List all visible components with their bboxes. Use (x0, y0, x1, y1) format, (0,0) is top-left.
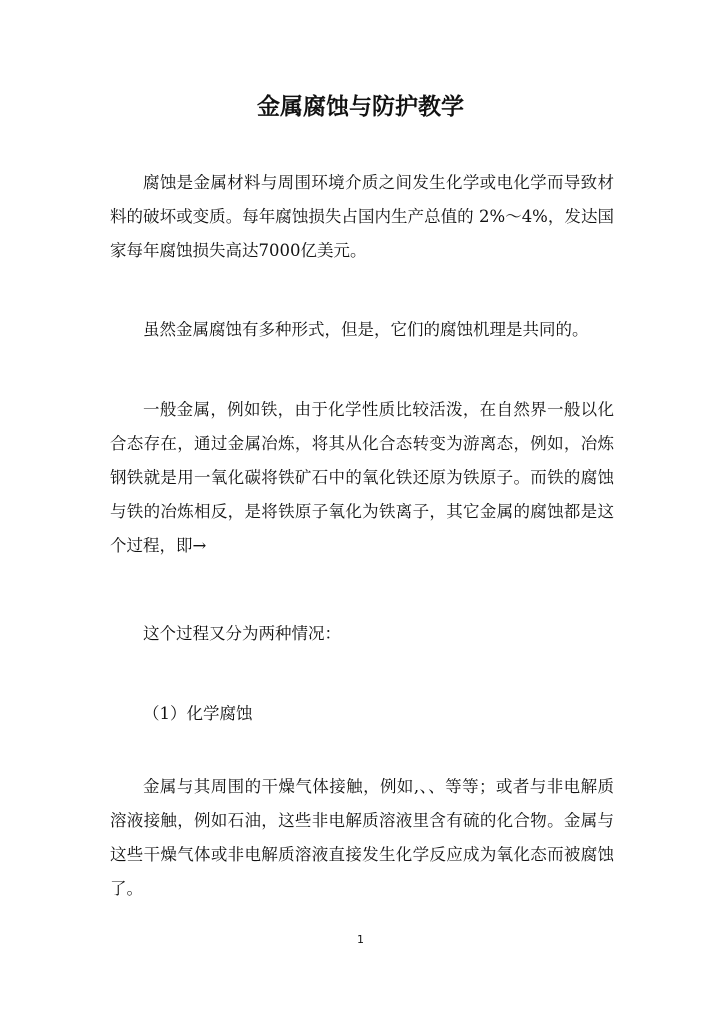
paragraph-iron-example: 一般金属，例如铁，由于化学性质比较活泼，在自然界一般以化合态存在，通过金属冶炼，将其从化合态转变为游离态，例如，冶炼钢铁就是用一氧化碳将铁矿石中的氧化铁还原为铁原子。而铁的腐蚀与铁的冶炼相反，是将铁原子氧化为铁离子，其它金属的腐蚀都是这个过程，即→ (110, 400, 614, 555)
page-number: 1 (357, 933, 364, 946)
document-title: 金属腐蚀与防护教学 (257, 93, 464, 120)
paragraph-corrosion-definition: 腐蚀是金属材料与周围环境介质之间发生化学或电化学而导致材料的破坏或变质。每年腐蚀损失占国内生产总值的 2%～4%，发达国家每年腐蚀损失高达7000亿美元。 (110, 173, 614, 260)
paragraph-common-mechanism: 虽然金属腐蚀有多种形式，但是，它们的腐蚀机理是共同的。 (143, 320, 589, 339)
section-heading-chemical-corrosion: （1）化学腐蚀 (143, 704, 253, 723)
paragraph-two-cases: 这个过程又分为两种情况： (143, 624, 341, 643)
paragraph-chemical-corrosion: 金属与其周围的干燥气体接触，例如,、、等等；或者与非电解质溶液接触，例如石油，这些非电解质溶液里含有硫的化合物。金属与这些干燥气体或非电解质溶液直接发生化学反应成为氧化态而被腐蚀了。 (110, 777, 614, 898)
